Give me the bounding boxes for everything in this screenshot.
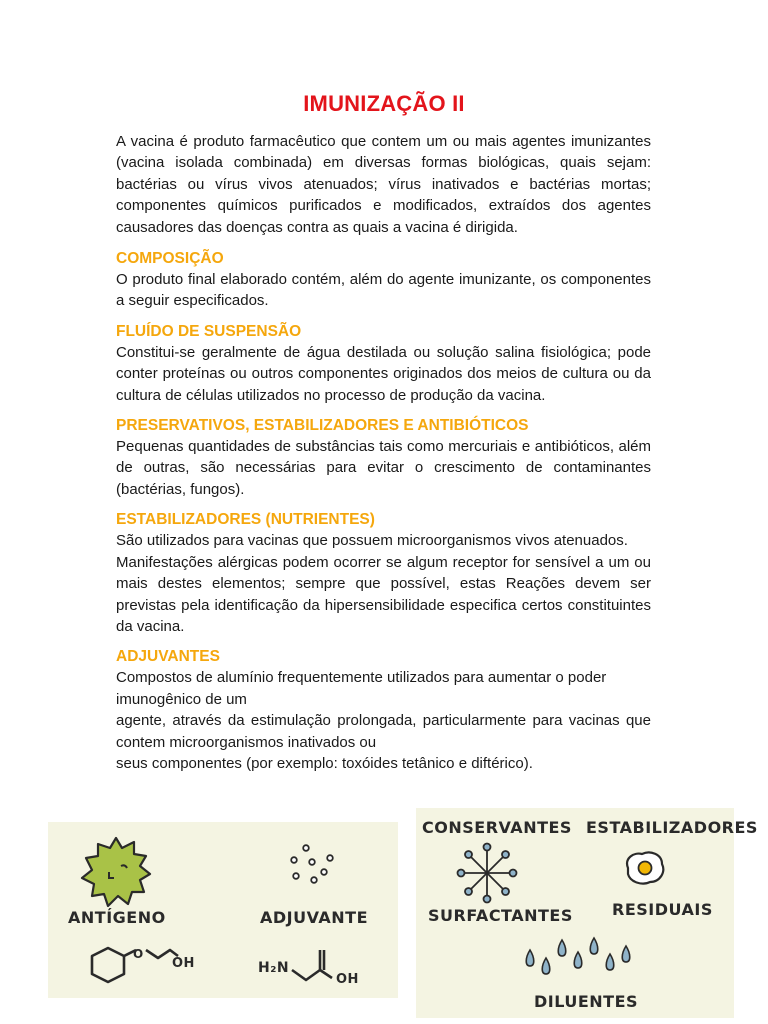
oh-label-1: OH xyxy=(172,956,195,971)
section-heading-composicao: COMPOSIÇÃO xyxy=(116,250,224,268)
surfactant-micelle-icon xyxy=(454,840,520,906)
section-paragraph: seus componentes (por exemplo: toxóides tetânico e diftérico). xyxy=(116,754,533,772)
page-title: IMUNIZAÇÃO II xyxy=(303,91,465,116)
h2n-label: H₂N xyxy=(258,960,290,976)
document-body xyxy=(116,131,651,774)
intro-paragraph: A vacina é produto farmacêutico que contem um ou mais agentes imunizantes (vacina isolada combinada) em diversas formas biológicas, quais sejam: bactérias ou vírus vivos atenuados; vírus inativados e bactérias mortas; componentes químicos purificados e modificados, extraídos dos agentes causadores das doenças contra as quais a vacina é dirigida. xyxy=(116,133,651,236)
conservantes-label: CONSERVANTES xyxy=(422,818,572,837)
oxygen-label: O xyxy=(133,947,144,961)
water-drops-icon xyxy=(522,936,634,982)
diluentes-label: DILUENTES xyxy=(534,992,639,1011)
section-paragraph: Pequenas quantidades de substâncias tais como mercuriais e antibióticos, além de outras, são necessárias para evitar o crescimento de contaminantes (bactérias, fungos). xyxy=(116,438,651,498)
section-heading-fluido: FLUÍDO DE SUSPENSÃO xyxy=(116,322,302,340)
section-heading-estabilizadores: ESTABILIZADORES (NUTRIENTES) xyxy=(116,511,375,529)
antigen-icon xyxy=(76,832,156,912)
residuais-label: RESIDUAIS xyxy=(612,900,713,919)
section-paragraph: São utilizados para vacinas que possuem microorganismos vivos atenuados. xyxy=(116,532,628,550)
estabilizadores-label: ESTABILIZADORES xyxy=(586,818,758,837)
oh-label-2: OH xyxy=(336,972,359,987)
section-heading-adjuvantes: ADJUVANTES xyxy=(116,648,220,666)
section-paragraph: agente, através da estimulação prolongada, particularmente para vacinas que contem microorganismos inativados ou xyxy=(116,712,651,751)
surfactantes-label: SURFACTANTES xyxy=(428,906,573,925)
antigeno-label: ANTÍGENO xyxy=(68,908,166,927)
section-heading-preservativos: PRESERVATIVOS, ESTABILIZADORES E ANTIBIÓTICOS xyxy=(116,417,529,435)
section-paragraph: Manifestações alérgicas podem ocorrer se algum receptor for sensível a um ou mais destes elementos; sempre que possível, estas Reações devem ser previstas pela identificação da hipersensibilidade especifica certos constituintes da vacina. xyxy=(116,553,651,635)
adjuvant-dots-icon xyxy=(286,840,342,890)
section-paragraph: O produto final elaborado contém, além do agente imunizante, os componentes a seguir especificados. xyxy=(116,271,651,310)
egg-icon xyxy=(620,848,668,888)
vaccine-components-illustration-left xyxy=(48,822,398,998)
section-paragraph: Constitui-se geralmente de água destilada ou solução salina fisiológica; pode conter proteínas ou outros componentes originados dos meios de cultura ou da cultura de células utilizados no processo de produção da vacina. xyxy=(116,343,651,404)
vaccine-components-illustration-right xyxy=(416,808,758,1018)
adjuvante-label: ADJUVANTE xyxy=(260,908,369,927)
section-paragraph: Compostos de alumínio frequentemente utilizados para aumentar o poder imunogênico de um xyxy=(116,669,607,708)
